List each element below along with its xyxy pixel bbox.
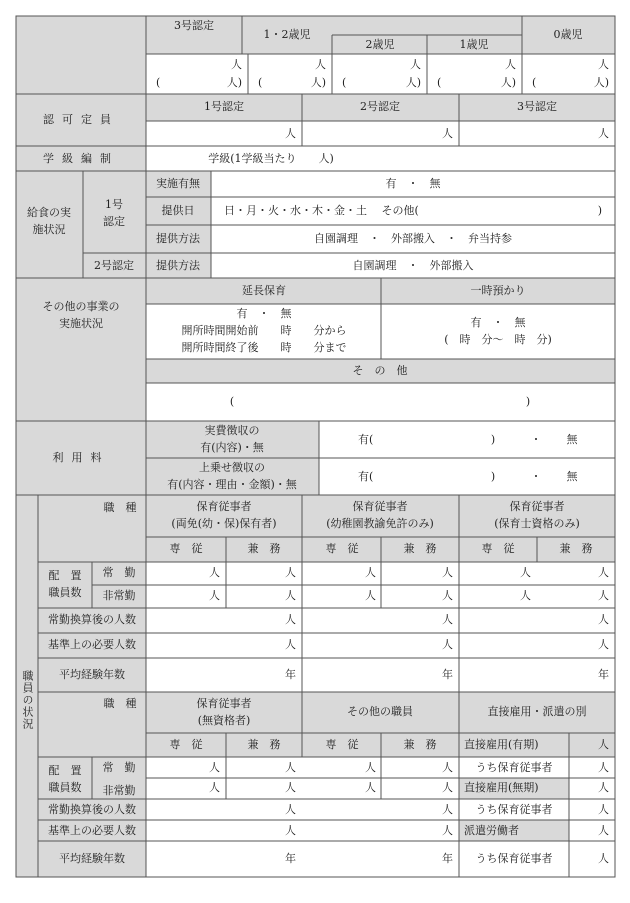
staff-cat4-line2: (無資格者): [197, 714, 251, 727]
placement-b-part-unit-1: 人: [285, 781, 296, 794]
placement-a-part-unit-2: 人: [365, 589, 376, 602]
summary-b-avg_years-unit-1: 年: [285, 852, 296, 865]
capacity-paren-open-4: (: [532, 76, 537, 89]
staff-subhead-0: 専 従: [169, 542, 203, 555]
capacity-paren-close-0: 人): [226, 76, 242, 89]
staff-cat4-line1: 保育従事者: [196, 697, 252, 710]
regular-label-b: 常 勤: [102, 761, 136, 774]
direct-unit-4: 人: [598, 824, 609, 837]
extended-before: 開所時間開始前 時 分から: [181, 324, 347, 337]
fee-extra-dot: ・: [530, 470, 542, 483]
staff-cat2-line2: (幼稚園教諭免許のみ): [326, 517, 434, 530]
placement-a-part-unit-5: 人: [598, 589, 609, 602]
other-label-line1: その他の事業の: [42, 300, 120, 313]
staff-cat2-line1: 保育従事者: [352, 500, 408, 513]
staff-cat3-line2: (保育士資格のみ): [494, 517, 580, 530]
summary-a-avg_years-unit-1: 年: [285, 668, 296, 681]
meal-type1-line1: 1号: [105, 198, 123, 211]
age12-header: 1・2歳児: [263, 28, 311, 41]
summary-a-fte: 常勤換算後の人数: [48, 613, 136, 626]
placement-b-regular-unit-2: 人: [365, 761, 376, 774]
staff-cat1-line1: 保育従事者: [196, 500, 252, 513]
dispatch-of-which: うち保育従事者: [475, 852, 553, 865]
staff-job-label-2: 職 種: [103, 697, 137, 710]
placement-a-regular-unit-3: 人: [442, 566, 453, 579]
capacity-paren-open-2: (: [342, 76, 347, 89]
fee-actual-yes-open: 有(: [358, 433, 374, 446]
permit-unit-1: 人: [285, 127, 296, 140]
direct-unit-3: 人: [598, 803, 609, 816]
placement-a-regular-unit-4: 人: [520, 566, 531, 579]
summary-b-required-unit-2: 人: [442, 824, 453, 837]
placement-b-regular-unit-1: 人: [285, 761, 296, 774]
staff-subhead-2: 専 従: [325, 542, 359, 555]
placement-a-part-unit-4: 人: [520, 589, 531, 602]
permit-type1-header: 1号認定: [204, 100, 244, 113]
permit-type2-header: 2号認定: [360, 100, 400, 113]
meal-method2-value: 自園調理 ・ 外部搬入: [352, 259, 474, 272]
part-label-a: 非常勤: [102, 589, 136, 602]
placement-b-part-unit-0: 人: [209, 781, 220, 794]
summary-a-required-unit-1: 人: [285, 638, 296, 651]
staff-subhead-6: 専 従: [169, 738, 203, 751]
capacity-paren-close-4: 人): [593, 76, 609, 89]
staff-cat3-line1: 保育従事者: [509, 500, 565, 513]
summary-a-required-unit-3: 人: [598, 638, 609, 651]
capacity-paren-open-3: (: [437, 76, 442, 89]
staff-cat1-line2: (両免(幼・保)保有者): [171, 517, 277, 530]
staff-cat6: 直接雇用・派遣の別: [487, 705, 587, 718]
placement-b-part-unit-3: 人: [442, 781, 453, 794]
placement-line1-b: 配 置: [48, 764, 82, 777]
permit-type3-header: 3号認定: [517, 100, 557, 113]
placement-a-regular-unit-2: 人: [365, 566, 376, 579]
dispatch-label: 派遣労働者: [464, 824, 519, 837]
direct-fixed-of-which: うち保育従事者: [475, 761, 553, 774]
other-misc-close: ): [525, 395, 531, 408]
meal-label-line2: 施状況: [32, 223, 66, 236]
placement-b-regular-unit-3: 人: [442, 761, 453, 774]
direct-perm-of-which: うち保育従事者: [475, 803, 553, 816]
summary-a-fte-unit-1: 人: [285, 613, 296, 626]
direct-unit-2: 人: [598, 781, 609, 794]
placement-line1-a: 配 置: [48, 569, 82, 582]
capacity-paren-close-3: 人): [500, 76, 516, 89]
age0-header: 0歳児: [553, 28, 583, 41]
meal-days-value: 日・月・火・水・木・金・土 その他(: [224, 204, 419, 217]
capacity-unit-0: 人: [231, 58, 242, 71]
meal-label-line1: 給食の実: [27, 206, 71, 219]
permit-label: 認可定員: [43, 113, 119, 126]
meal-method1-value: 自園調理 ・ 外部搬入 ・ 弁当持参: [314, 232, 512, 245]
summary-a-fte-unit-2: 人: [442, 613, 453, 626]
placement-a-part-unit-1: 人: [285, 589, 296, 602]
fee-actual-no: 無: [566, 433, 578, 446]
capacity-unit-3: 人: [505, 58, 516, 71]
capacity-unit-4: 人: [598, 58, 609, 71]
fee-extra-line1: 上乗せ徴収の: [199, 461, 265, 474]
summary-b-fte: 常勤換算後の人数: [48, 803, 136, 816]
staff-subhead-4: 専 従: [481, 542, 515, 555]
capacity-paren-open-1: (: [258, 76, 263, 89]
part-label-b: 非常勤: [102, 784, 136, 797]
temporary-time: ( 時 分〜 時 分): [444, 333, 552, 346]
placement-a-regular-unit-1: 人: [285, 566, 296, 579]
type3-age-header: 3号認定: [174, 19, 214, 32]
summary-b-required: 基準上の必要人数: [48, 824, 136, 837]
other-label-line2: 実施状況: [59, 317, 103, 330]
temporary-yesno: 有 ・ 無: [470, 316, 526, 329]
age1-header: 1歳児: [459, 38, 489, 51]
direct-unit-5: 人: [598, 852, 609, 865]
staff-subhead-7: 兼 務: [247, 738, 281, 751]
summary-a-avg_years-unit-3: 年: [598, 668, 609, 681]
other-misc-open: (: [229, 395, 235, 408]
fee-actual-line2: 有(内容)・無: [200, 441, 264, 454]
placement-line2-a: 職員数: [48, 586, 82, 599]
capacity-unit-2: 人: [410, 58, 421, 71]
summary-a-fte-unit-3: 人: [598, 613, 609, 626]
meal-impl-value: 有 ・ 無: [385, 177, 441, 190]
summary-a-avg_years: 平均経験年数: [59, 668, 125, 681]
meal-type2-label: 2号認定: [94, 259, 134, 272]
meal-row-method: 提供方法: [156, 232, 200, 245]
placement-b-regular-unit-0: 人: [209, 761, 220, 774]
summary-a-required-unit-2: 人: [442, 638, 453, 651]
fee-actual-yes-close: ): [490, 433, 496, 446]
staff-subhead-9: 兼 務: [403, 738, 437, 751]
direct-perm-label: 直接雇用(無期): [464, 781, 539, 794]
placement-a-regular-unit-5: 人: [598, 566, 609, 579]
meal-row-days: 提供日: [161, 204, 195, 217]
placement-a-part-unit-3: 人: [442, 589, 453, 602]
capacity-paren-close-2: 人): [405, 76, 421, 89]
fee-actual-dot: ・: [530, 433, 542, 446]
capacity-paren-open-0: (: [156, 76, 161, 89]
staff-subhead-3: 兼 務: [403, 542, 437, 555]
summary-b-fte-unit-1: 人: [285, 803, 296, 816]
fee-extra-no: 無: [566, 470, 578, 483]
staff-subhead-1: 兼 務: [247, 542, 281, 555]
placement-a-regular-unit-0: 人: [209, 566, 220, 579]
fee-extra-yes-open: 有(: [358, 470, 374, 483]
fee-extra-yes-close: ): [490, 470, 496, 483]
other-misc-header: そ の 他: [352, 364, 408, 377]
summary-a-required: 基準上の必要人数: [48, 638, 136, 651]
staff-job-label-1: 職 種: [103, 501, 137, 514]
summary-a-avg_years-unit-2: 年: [442, 668, 453, 681]
direct-unit-0: 人: [598, 738, 609, 751]
age2-header: 2歳児: [365, 38, 395, 51]
direct-unit-1: 人: [598, 761, 609, 774]
permit-unit-3: 人: [598, 127, 609, 140]
class-label: 学級編制: [43, 152, 119, 165]
direct-fixed-label: 直接雇用(有期): [464, 738, 539, 751]
staff-subhead-8: 専 従: [325, 738, 359, 751]
placement-line2-b: 職員数: [48, 781, 82, 794]
extended-yesno: 有 ・ 無: [236, 307, 292, 320]
meal-row-method-2: 提供方法: [156, 259, 200, 272]
staff-label: 職員の状況: [21, 670, 34, 730]
summary-b-avg_years: 平均経験年数: [59, 852, 125, 865]
regular-label-a: 常 勤: [102, 566, 136, 579]
summary-b-avg_years-unit-2: 年: [442, 852, 453, 865]
extended-care-header: 延長保育: [242, 284, 286, 297]
staff-subhead-5: 兼 務: [559, 542, 593, 555]
temporary-care-header: 一時預かり: [470, 284, 526, 297]
summary-b-fte-unit-2: 人: [442, 803, 453, 816]
fee-actual-line1: 実費徴収の: [204, 424, 260, 437]
meal-days-close: ): [597, 204, 602, 217]
placement-b-part-unit-2: 人: [365, 781, 376, 794]
class-value: 学級(1学級当たり 人): [208, 152, 334, 165]
capacity-unit-1: 人: [315, 58, 326, 71]
extended-after: 開所時間終了後 時 分まで: [181, 341, 347, 354]
corner-header-fill: [16, 16, 146, 94]
staff-cat5: その他の職員: [347, 705, 413, 718]
summary-b-required-unit-1: 人: [285, 824, 296, 837]
permit-unit-2: 人: [442, 127, 453, 140]
meal-type1-line2: 認定: [103, 215, 125, 228]
meal-row-impl: 実施有無: [156, 177, 200, 190]
placement-a-part-unit-0: 人: [209, 589, 220, 602]
fee-label: 利用料: [52, 451, 110, 464]
capacity-paren-close-1: 人): [310, 76, 326, 89]
fee-extra-line2: 有(内容・理由・金額)・無: [167, 478, 297, 491]
